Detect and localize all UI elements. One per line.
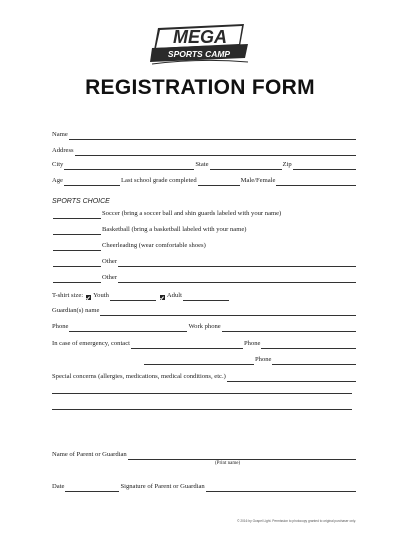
address-field[interactable]: [75, 149, 356, 156]
signature-field[interactable]: [206, 485, 356, 492]
guardian-name-label: Guardian(s) name: [52, 307, 100, 314]
adult-checkbox[interactable]: [160, 291, 167, 301]
age-grade-row: [52, 176, 357, 186]
youth-checkbox[interactable]: [86, 291, 93, 301]
logo-top-text: MEGA: [173, 27, 227, 47]
mega-sports-camp-logo: [150, 22, 250, 66]
grade-field[interactable]: [198, 179, 240, 186]
other-1-check-field[interactable]: [53, 260, 101, 267]
emergency-contact-2-field[interactable]: [144, 358, 254, 365]
zip-label: Zip: [282, 161, 292, 168]
age-field[interactable]: [64, 179, 120, 186]
parent-name-row: [52, 450, 357, 460]
sports-choice-heading: SPORTS CHOICE: [52, 198, 110, 205]
phone-row: [52, 322, 357, 332]
sport-option-other-1: [52, 257, 357, 267]
logo-bottom-text: SPORTS CAMP: [167, 49, 231, 59]
special-concerns-label: Special concerns (allergies, medications, medical conditions, etc.): [52, 373, 226, 380]
form-title: REGISTRATION FORM: [85, 76, 315, 99]
youth-label: Youth: [93, 292, 109, 299]
checkbox-icon: [86, 295, 91, 300]
date-label: Date: [52, 483, 65, 490]
emergency-phone-2-field[interactable]: [272, 358, 356, 365]
soccer-label: Soccer (bring a soccer ball and shin guards labeled with your name): [102, 210, 282, 217]
cheerleading-field[interactable]: [53, 244, 101, 251]
name-row: [52, 130, 357, 140]
print-name-hint: (Print name): [215, 461, 241, 466]
guardian-name-field[interactable]: [100, 309, 356, 316]
emergency-phone-label: Phone: [244, 340, 261, 347]
adult-size-field[interactable]: [183, 294, 229, 301]
special-concerns-row: [52, 372, 357, 382]
emergency-contact-field[interactable]: [131, 342, 243, 349]
age-label: Age: [52, 177, 63, 184]
special-concerns-line-2[interactable]: [52, 393, 352, 394]
city-label: City: [52, 161, 64, 168]
other-2-label: Other: [102, 274, 118, 281]
sport-option-other-2: [52, 273, 357, 283]
cheerleading-label: Cheerleading (wear comfortable shoes): [102, 242, 206, 249]
grade-label: Last school grade completed: [121, 177, 197, 184]
other-2-check-field[interactable]: [53, 276, 101, 283]
emergency-row-2: [52, 355, 357, 365]
male-female-label: Male/Female: [240, 177, 276, 184]
work-phone-label: Work phone: [188, 323, 221, 330]
emergency-phone-2-label: Phone: [255, 356, 272, 363]
other-1-field[interactable]: [118, 260, 356, 267]
other-2-field[interactable]: [118, 276, 356, 283]
address-label: Address: [52, 147, 74, 154]
special-concerns-field[interactable]: [227, 375, 356, 382]
youth-size-field[interactable]: [110, 294, 156, 301]
special-concerns-line-3[interactable]: [52, 409, 352, 410]
checkbox-icon: [160, 295, 165, 300]
sport-option-basketball: [52, 225, 357, 235]
city-field[interactable]: [64, 163, 194, 170]
basketball-label: Basketball (bring a basketball labeled with your name): [102, 226, 247, 233]
parent-name-field[interactable]: [128, 453, 356, 460]
adult-label: Adult: [166, 292, 182, 299]
signature-label: Signature of Parent or Guardian: [120, 483, 205, 490]
date-field[interactable]: [65, 485, 119, 492]
state-field[interactable]: [210, 163, 282, 170]
zip-field[interactable]: [293, 163, 356, 170]
emergency-phone-field[interactable]: [261, 342, 356, 349]
date-signature-row: [52, 482, 357, 492]
tshirt-row: [52, 291, 357, 301]
soccer-field[interactable]: [53, 212, 101, 219]
phone-label: Phone: [52, 323, 69, 330]
name-field[interactable]: [69, 133, 356, 140]
copyright-footer: © 2016 by Gospel Light. Permission to photocopy granted to original purchaser only.: [237, 519, 356, 523]
guardian-name-row: [52, 306, 357, 316]
city-state-zip-row: [52, 160, 357, 170]
sport-option-soccer: [52, 209, 357, 219]
sport-option-cheerleading: [52, 241, 357, 251]
state-label: State: [195, 161, 209, 168]
emergency-row: [52, 339, 357, 349]
basketball-field[interactable]: [53, 228, 101, 235]
emergency-label: In case of emergency, contact: [52, 340, 130, 347]
address-row: [52, 146, 357, 156]
male-female-field[interactable]: [276, 179, 356, 186]
tshirt-label: T-shirt size:: [52, 292, 84, 299]
work-phone-field[interactable]: [222, 325, 356, 332]
name-label: Name: [52, 131, 68, 138]
phone-field[interactable]: [69, 325, 187, 332]
other-1-label: Other: [102, 258, 118, 265]
parent-name-label: Name of Parent or Guardian: [52, 451, 127, 458]
